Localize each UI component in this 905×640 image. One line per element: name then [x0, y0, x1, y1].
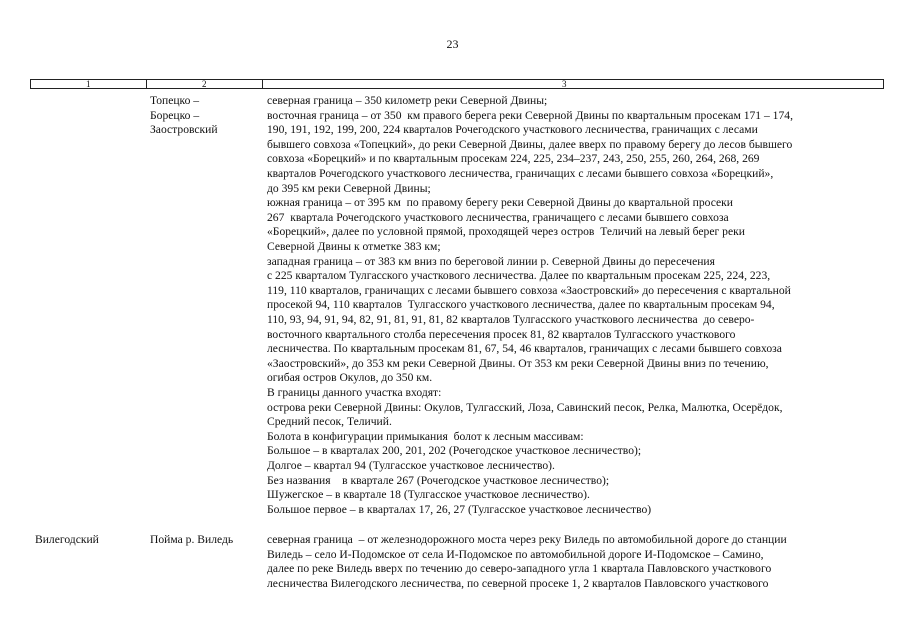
column-header-2: 2 [202, 79, 207, 89]
description-line: кварталов Рочегодского участкового лесничества, граничащих с лесами бывшего совхоза «Борецкий», [267, 167, 774, 180]
column-header-1: 1 [86, 79, 91, 89]
description-line: лесничества. По квартальным просекам 81, 67, 54, 46 кварталов, граничащих с лесами бывшего совхоза [267, 342, 782, 356]
description-line: острова реки Северной Двины: Окулов, Тулгасский, Лоза, Савинский песок, Релка, Малютка, Осерёдок, [267, 400, 783, 414]
description-line: западная граница – от 383 км вниз по береговой линии р. Северной Двины до пересечения [267, 254, 715, 268]
description-line: северная граница – от железнодорожного моста через реку Виледь по автомобильной дороге до станции [267, 533, 787, 546]
description-line: «Борецкий», далее по условной прямой, проходящей через остров Теличий на левый берег реки [267, 225, 745, 239]
description-line: «Заостровский», до 353 км реки Северной Двины. От 353 км реки Северной Двины вниз по течению, [267, 356, 769, 370]
description-line: Средний песок, Теличий. [267, 415, 392, 429]
description-line: Долгое – квартал 94 (Тулгасское участковое лесничество). [267, 459, 555, 472]
column-divider [262, 80, 263, 88]
description-line: Большое – в кварталах 200, 201, 202 (Рочегодское участковое лесничество); [267, 444, 642, 458]
area-name-line: Борецко – [150, 108, 200, 122]
description-line: Шужегское – в квартале 18 (Тулгасское участковое лесничество). [267, 488, 590, 502]
area-name-line: Топецко – [150, 94, 200, 107]
description-line: Виледь – село И-Подомское от села И-Подомское по автомобильной дороге И-Подомское – Самино, [267, 547, 764, 561]
description-line: 267 квартала Рочегодского участкового лесничества, граничащего с лесами бывшего совхоза [267, 210, 729, 224]
description-line: В границы данного участка входят: [267, 386, 442, 399]
description-line: южная граница – от 395 км по правому берегу реки Северной Двины до квартальной просеки [267, 196, 733, 210]
area-name-line: Заостровский [150, 123, 218, 137]
description-line: восточного квартального столба пересечения просек 81, 82 кварталов Тулгасского участкового [267, 327, 736, 341]
description-line: восточная граница – от 350 км правого берега реки Северной Двины по квартальным просекам 171 – 174, [267, 108, 793, 122]
description-line: далее по реке Виледь вверх по течению до северо-западного угла 1 квартала Павловского участкового [267, 562, 772, 576]
description-line: огибая остров Окулов, до 350 км. [267, 371, 433, 385]
column-divider [146, 80, 147, 88]
description-line: 190, 191, 192, 199, 200, 224 кварталов Рочегодского участкового лесничества, граничащих с лесами [267, 123, 758, 137]
description-line: 110, 93, 94, 91, 94, 82, 91, 81, 91, 81, 82 кварталов Тулгасского участкового лесничества до северо- [267, 313, 755, 326]
description-line: Большое первое – в кварталах 17, 26, 27 (Тулгасское участковое лесничество) [267, 502, 652, 516]
description-line: лесничества Вилегодского лесничества, по северной просеке 1, 2 кварталов Павловского участкового [267, 576, 769, 590]
description-line: 119, 110 кварталов, граничащих с лесами бывшего совхоза «Заостровский» до пересечения с квартальной [267, 283, 791, 297]
description-line: Болота в конфигурации примыкания болот к лесным массивам: [267, 429, 584, 443]
description-line: Северной Двины к отметке 383 км; [267, 240, 441, 253]
description-line: с 225 кварталом Тулгасского участкового лесничества. Далее по квартальным просекам 225, 224, 223, [267, 269, 771, 283]
description-line: совхоза «Борецкий» и по квартальным просекам 224, 225, 234–237, 243, 250, 255, 260, 264, 268, 269 [267, 152, 760, 166]
description-line: Без названия в квартале 267 (Рочегодское участковое лесничество); [267, 473, 610, 487]
page-number: 23 [446, 37, 459, 51]
description-line: бывшего совхоза «Топецкий», до реки Северной Двины, далее вверх по правому берегу до лесов бывшего [267, 137, 793, 151]
district-name: Вилегодский [35, 533, 99, 546]
description-line: северная граница – 350 километр реки Северной Двины; [267, 94, 548, 107]
column-number-header [30, 79, 884, 89]
description-line: просекой 94, 110 кварталов Тулгасского участкового лесничества, далее по квартальным просекам 94, [267, 298, 775, 312]
area-name-line: Пойма р. Виледь [150, 533, 234, 546]
column-header-3: 3 [562, 79, 567, 89]
description-line: до 395 км реки Северной Двины; [267, 181, 431, 195]
